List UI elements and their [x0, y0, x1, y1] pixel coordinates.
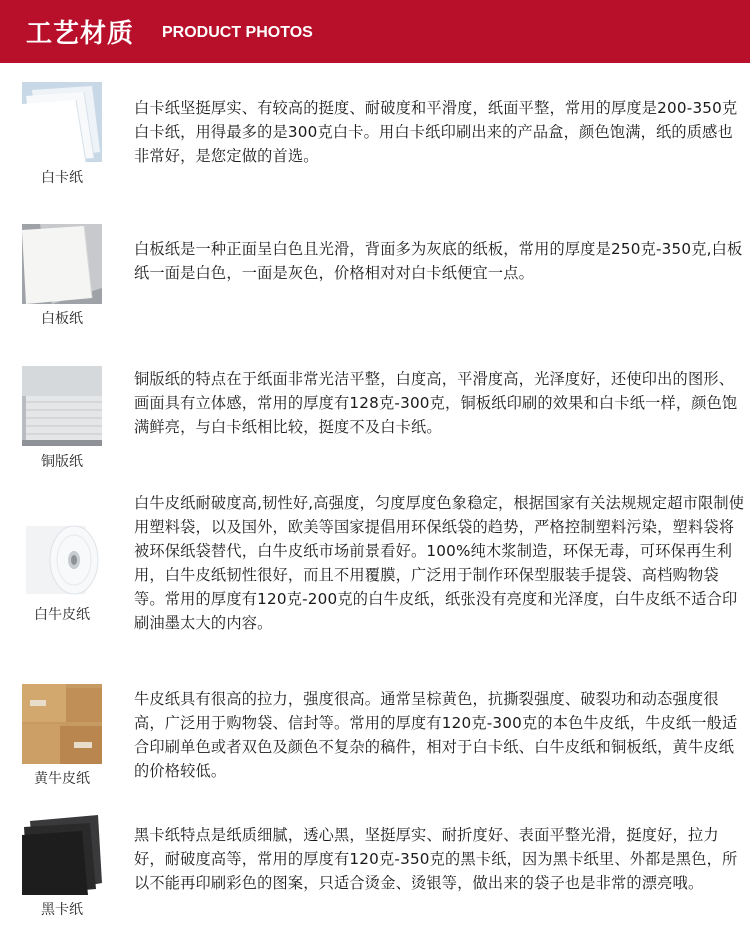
white-board-paper-photo: [22, 224, 102, 304]
material-label: 白板纸: [41, 311, 83, 327]
header-title: 工艺材质: [26, 19, 135, 49]
black-cardboard-photo: [22, 815, 102, 895]
brown-kraft-paper-photo: [22, 684, 102, 764]
material-label: 黑卡纸: [41, 902, 83, 918]
coated-paper-photo: [22, 366, 102, 446]
material-description: 白牛皮纸耐破度高,韧性好,高强度，匀度厚度色象稳定，根据国家有关法规规定超市限制使用塑料袋，以及国外，欧美等国家提倡用环保纸袋的趋势，严格控制塑料污染，塑料袋将被环保纸袋替代，白牛皮纸市场前景看好。100%纯木浆制造，环保无毒，可环保再生利用，白牛皮纸韧性很好，而且不用覆膜，广泛用于制作环保型服装手提袋、高档购物袋等。常用的厚度有120克-200克的白牛皮纸，纸张没有亮度和光泽度，白牛皮纸不适合印刷油墨太大的内容。: [134, 494, 745, 632]
white-cardboard-photo: [22, 82, 102, 162]
white-kraft-paper-roll-photo: [22, 520, 102, 600]
material-description: 白板纸是一种正面呈白色且光滑，背面多为灰底的纸板，常用的厚度是250克-350克,白板纸一面是白色，一面是灰色，价格相对对白卡纸便宜一点。: [134, 240, 743, 282]
material-label: 白牛皮纸: [34, 607, 90, 623]
material-label: 黄牛皮纸: [34, 771, 90, 787]
material-description: 白卡纸坚挺厚实、有较高的挺度、耐破度和平滑度，纸面平整，常用的厚度是200-350克白卡纸，用得最多的是300克白卡。用白卡纸印刷出来的产品盒，颜色饱满，纸的质感也非常好，是您定做的首选。: [134, 99, 738, 165]
material-label: 铜版纸: [41, 454, 83, 470]
material-description: 铜版纸的特点在于纸面非常光洁平整，白度高，平滑度高，光泽度好，还使印出的图形、画面具有立体感，常用的厚度有128克-300克，铜板纸印刷的效果和白卡纸一样，颜色饱满鲜亮，与白卡纸相比较，挺度不及白卡纸。: [134, 370, 738, 436]
header-banner: [0, 0, 750, 63]
material-description: 牛皮纸具有很高的拉力，强度很高。通常呈棕黄色，抗撕裂强度、破裂功和动态强度很高，广泛用于购物袋、信封等。常用的厚度有120克-300克的本色牛皮纸，牛皮纸一般适合印刷单色或者双色及颜色不复杂的稿件，相对于白卡纸、白牛皮纸和铜板纸，黄牛皮纸的价格较低。: [134, 690, 738, 780]
material-description: 黑卡纸特点是纸质细腻，透心黑，坚挺厚实、耐折度好、表面平整光滑，挺度好，拉力好，耐破度高等，常用的厚度有120克-350克的黑卡纸，因为黑卡纸里、外都是黑色，所以不能再印刷彩色的图案，只适合烫金、烫银等，做出来的袋子也是非常的漂亮哦。: [134, 826, 738, 892]
header-subtitle: PRODUCT PHOTOS: [162, 24, 313, 41]
material-label: 白卡纸: [41, 170, 83, 186]
